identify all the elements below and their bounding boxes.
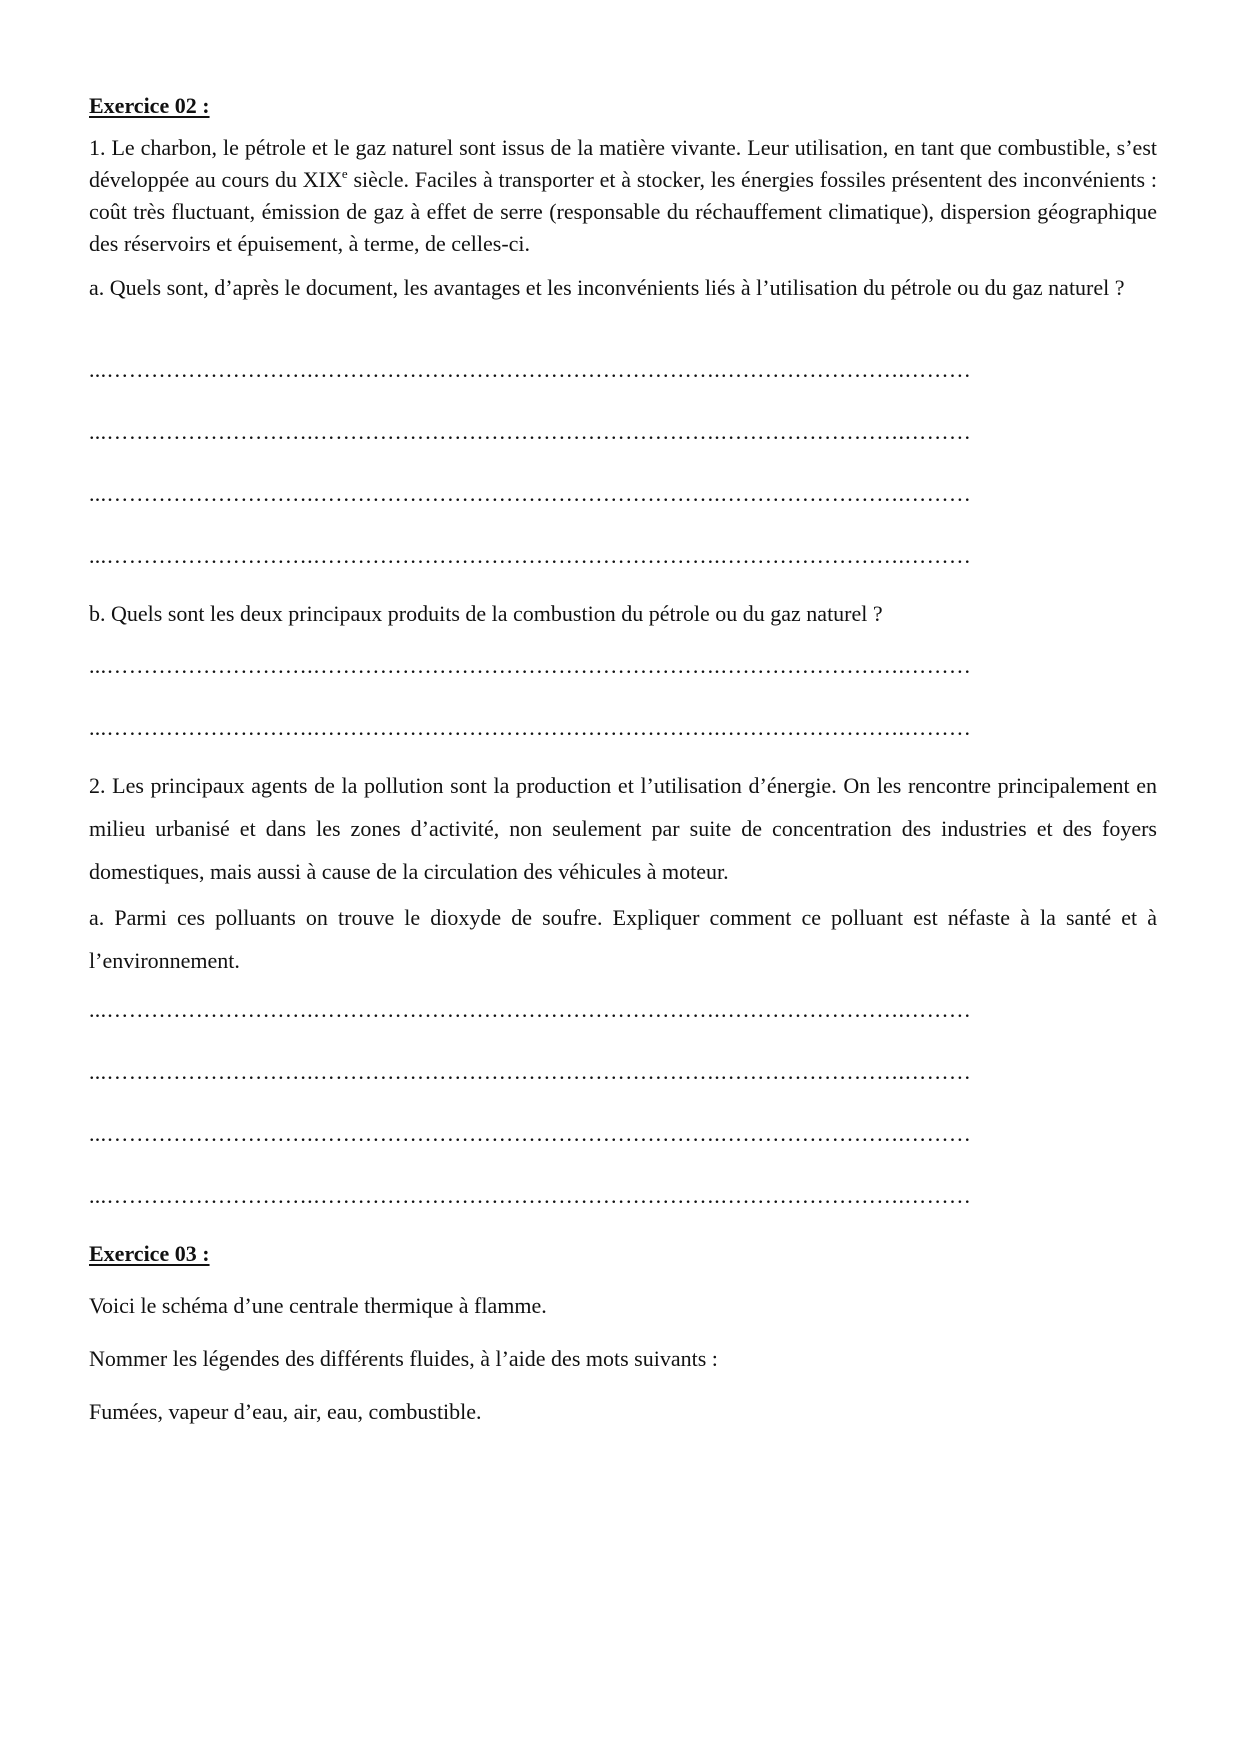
answer-line[interactable]: ...……………………….……………………………………………….…………………….……… — [89, 715, 972, 740]
answer-line[interactable]: ...……………………….……………………………………………….…………………….……… — [89, 1183, 972, 1208]
exercise-03-line-2: Nommer les légendes des différents fluides, à l’aide des mots suivants : — [89, 1346, 718, 1371]
answer-line[interactable]: ...……………………….……………………………………………….…………………….……… — [89, 357, 972, 382]
answer-line[interactable]: ...……………………….……………………………………………….…………………….……… — [89, 997, 972, 1022]
exercise-02-title: Exercice 02 : — [89, 93, 210, 118]
paragraph-1-text-end: siècle. Faciles à transporter et à stocker, les énergies fossiles présentent des inconvénients : coût très fluctuant, émission de gaz à effet de serre (responsable du réchauffement climatique), dispersion géographique des réservoirs et épuisement, à terme, de celles-ci. — [89, 167, 1157, 256]
answer-line[interactable]: ...……………………….……………………………………………….…………………….……… — [89, 481, 972, 506]
century-superscript: e — [341, 166, 348, 181]
answer-line[interactable]: ...……………………….……………………………………………….…………………….……… — [89, 1059, 972, 1084]
question-a: a. Quels sont, d’après le document, les avantages et les inconvénients liés à l’utilisation du pétrole ou du gaz naturel ? — [89, 275, 1125, 300]
answer-line[interactable]: ...……………………….……………………………………………….…………………….……… — [89, 1121, 972, 1146]
answer-line[interactable]: ...……………………….……………………………………………….…………………….……… — [89, 419, 972, 444]
document-page — [89, 0, 1157, 1754]
answer-line[interactable]: ...……………………….……………………………………………….…………………….……… — [89, 653, 972, 678]
paragraph-1-text-start: 1. Le charbon, le pétrole et le gaz naturel sont issus de la matière vivante. Leur utilisation, en tant que combustible, s’est développée au cours du XIX — [89, 135, 1157, 192]
exercise-02-paragraph-1 — [89, 132, 1157, 260]
exercise-03-line-1: Voici le schéma d’une centrale thermique à flamme. — [89, 1293, 547, 1318]
exercise-03-line-3: Fumées, vapeur d’eau, air, eau, combustible. — [89, 1399, 482, 1424]
question-b: b. Quels sont les deux principaux produits de la combustion du pétrole ou du gaz naturel ? — [89, 601, 883, 626]
question-2a: a. Parmi ces polluants on trouve le dioxyde de soufre. Expliquer comment ce polluant est néfaste à la santé et à l’environnement. — [89, 905, 1157, 973]
answer-line[interactable]: ...……………………….……………………………………………….…………………….……… — [89, 543, 972, 568]
exercise-03-title: Exercice 03 : — [89, 1241, 210, 1266]
exercise-02-paragraph-2: 2. Les principaux agents de la pollution sont la production et l’utilisation d’énergie. On les rencontre principalement en milieu urbanisé et dans les zones d’activité, non seulement par suite de concentration des industries et des foyers domestiques, mais aussi à cause de la circulation des véhicules à moteur. — [89, 773, 1157, 884]
